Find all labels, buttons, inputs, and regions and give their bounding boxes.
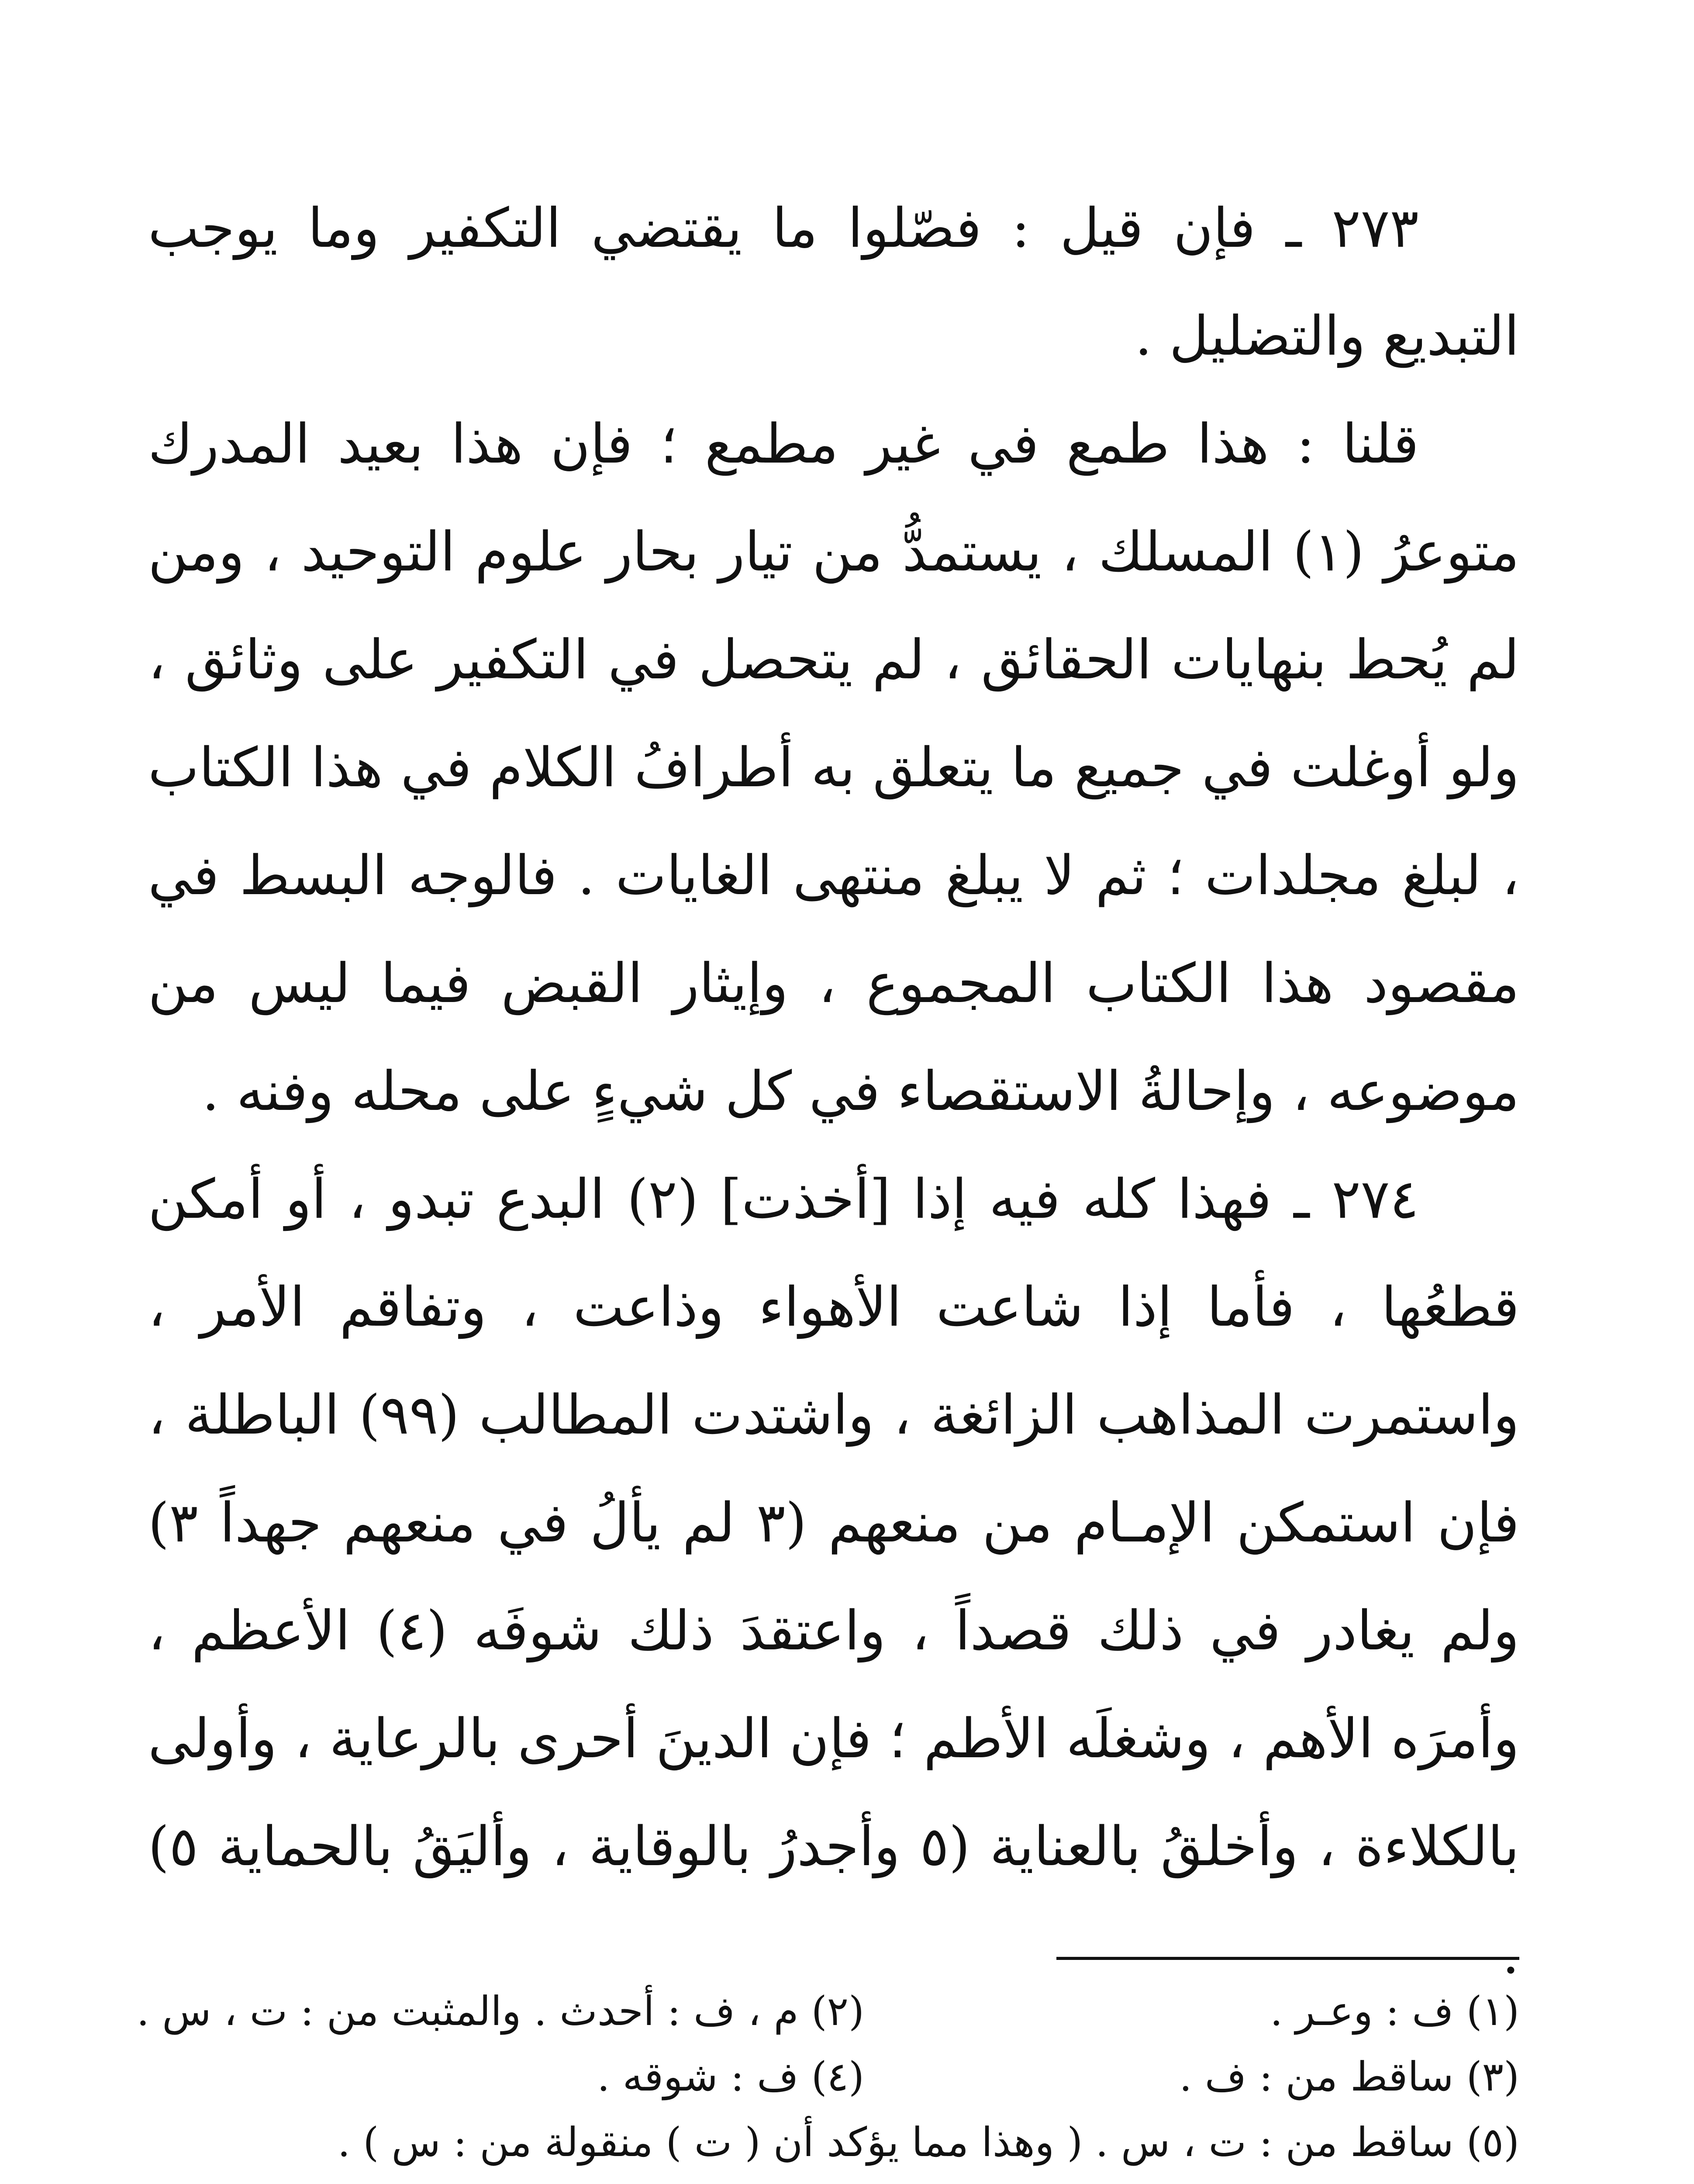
footnotes [136,1979,1519,2175]
paragraph-273: ٢٧٣ ـ فإن قيل : فصّلوا ما يقتضي التكفير وما يوجب التبديع والتضليل . [148,197,1519,368]
main-text [148,175,1519,2009]
paragraph-reply: قلنا : هذا طمع في غير مطمع ؛ فإن هذا بعيد المدرك متوعرُ (١) المسلك ، يستمدُّ من تيار بحار علوم التوحيد ، ومن لم يُحط بنهايات الحقائق ، لم يتحصل في التكفير على وثائق ، ولو أوغلت في جميع ما يتعلق به أطرافُ الكلام في هذا الكتاب ، لبلغ مجلدات ؛ ثم لا يبلغ منتهى الغايات . فالوجه البسط في مقصود هذا الكتاب المجموع ، وإيثار القبض فيما ليس من موضوعه ، وإحالةُ الاستقصاء في كل شيءٍ على محله وفنه . [148,413,1519,1123]
footnote-1: (١) ف : وعـر . [1270,1988,1519,2035]
footnote-3: (٣) ساقط من : ف . [1179,2053,1519,2100]
footnote-separator [1056,1957,1519,1960]
footnote-row [136,1979,1519,2044]
footnote-4: (٤) ف : شوقه . [597,2053,864,2100]
footnote-2: (٢) م ، ف : أحدث . والمثبت من : ت ، س . [136,1988,864,2035]
paragraph-274: ٢٧٤ ـ فهذا كله فيه إذا [أخذت] (٢) البدع تبدو ، أو أمكن قطعُها ، فأما إذا شاعت الأهواء وذاعت ، وتفاقم الأمر ، واستمرت المذاهب الزائغة ، واشتدت المطالب (٩٩) الباطلة ، فإن استمكن الإمـام من منعهم (٣ لم يألُ في منعهم جهداً ٣) ولم يغادر في ذلك قصداً ، واعتقدَ ذلك شوفَه (٤) الأعظم ، وأمرَه الأهم ، وشغلَه الأطم ؛ فإن الدينَ أحرى بالرعاية ، وأولى بالكلاءة ، وأخلقُ بالعناية (٥ وأجدرُ بالوقاية ، وأليَقُ بالحماية ٥) . [148,1168,1519,1986]
footnote-row [148,2110,1519,2175]
footnote-5: (٥) ساقط من : ت ، س . ( وهذا مما يؤكد أن ( ت ) منقولة من : س ) . [337,2119,1519,2166]
footnote-row [148,2044,1519,2110]
